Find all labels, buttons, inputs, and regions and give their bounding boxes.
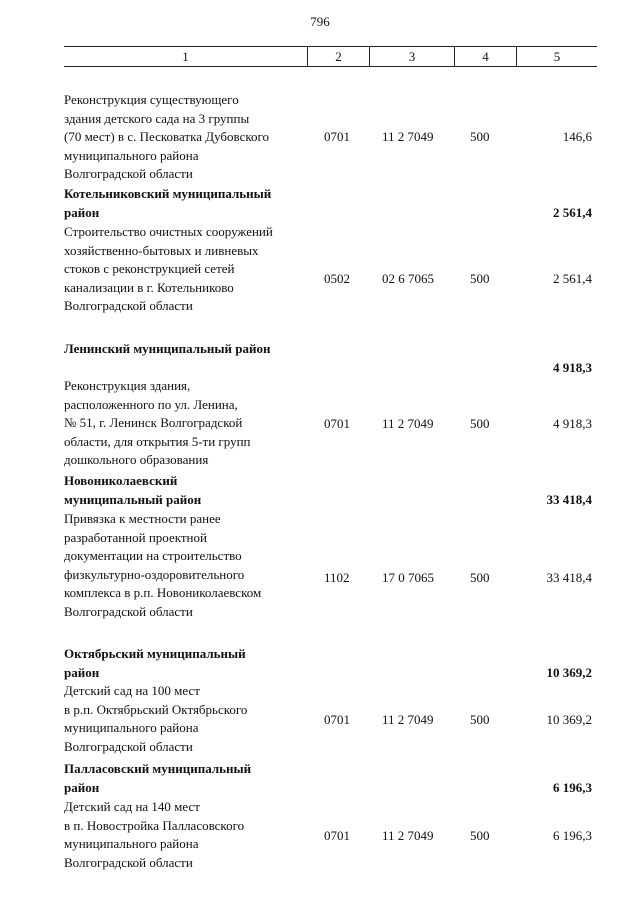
project-amount: 146,6 (562, 129, 592, 144)
project-description-line: Детский сад на 100 мест (64, 683, 200, 698)
project-description-line: в р.п. Октябрьский Октябрьского (64, 701, 248, 717)
project-description-line: в п. Новостройка Палласовского (64, 817, 245, 833)
project-description-line: стоков с реконструкцией сетей (64, 261, 235, 277)
project-amount: 33 418,4 (546, 570, 592, 585)
project-description-line: Реконструкция здания, (64, 378, 191, 393)
section-code: 0701 (324, 712, 350, 727)
project-description-line: области, для открытия 5-ти групп (64, 433, 251, 449)
project-amount: 10 369,2 (546, 712, 592, 727)
target-article-code: 11 2 7049 (382, 828, 434, 843)
project-description-line: комплекса в р.п. Новониколаевском (64, 585, 262, 601)
project-description-line: разработанной проектной (64, 529, 207, 545)
project-description-line: Волгоградской области (64, 166, 193, 182)
project-amount: 4 918,3 (553, 416, 592, 431)
district-name-line: Котельниковский муниципальный (64, 186, 272, 201)
project-description-line: № 51, г. Ленинск Волгоградской (64, 415, 243, 431)
header-col-5: 5 (516, 47, 597, 66)
district-name-line: район (64, 204, 100, 220)
expense-type-code: 500 (470, 416, 490, 431)
project-description-line: Строительство очистных сооружений (64, 224, 273, 239)
district-total-amount: 2 561,4 (553, 205, 592, 220)
header-col-2: 2 (307, 47, 369, 66)
expense-type-code: 500 (470, 828, 490, 843)
project-description-line: расположенного по ул. Ленина, (64, 396, 238, 412)
project-amount: 2 561,4 (553, 271, 592, 286)
page-number: 796 (310, 14, 330, 29)
expense-type-code: 500 (470, 129, 490, 144)
expense-type-code: 500 (470, 712, 490, 727)
project-description-line: документации на строительство (64, 548, 242, 564)
project-description-line: канализации в г. Котельниково (64, 279, 234, 295)
section-code: 0701 (324, 828, 350, 843)
target-article-code: 11 2 7049 (382, 712, 434, 727)
project-description-line: дошкольного образования (64, 452, 209, 468)
project-description-line: Волгоградской области (64, 738, 193, 754)
project-description-line: физкультурно-оздоровительного (64, 566, 245, 582)
project-description-line: Волгоградской области (64, 298, 193, 314)
target-article-code: 02 6 7065 (382, 271, 434, 286)
header-col-4: 4 (454, 47, 516, 66)
expense-type-code: 500 (470, 271, 490, 286)
district-total-amount: 6 196,3 (553, 780, 592, 795)
project-description-line: Привязка к местности ранее (64, 511, 221, 526)
target-article-code: 11 2 7049 (382, 129, 434, 144)
header-col-3: 3 (369, 47, 454, 66)
project-description-line: Волгоградской области (64, 604, 193, 619)
project-description-line: здания детского сада на 3 группы (64, 110, 250, 126)
district-name-line: Новониколаевский (64, 473, 178, 488)
target-article-code: 11 2 7049 (382, 416, 434, 431)
project-amount: 6 196,3 (553, 828, 592, 843)
district-name-line: район (64, 779, 100, 795)
section-code: 0502 (324, 271, 350, 286)
project-description-line: муниципального района (64, 147, 199, 163)
district-total-amount: 10 369,2 (546, 665, 592, 680)
district-name-line: муниципальный район (64, 491, 202, 507)
target-article-code: 17 0 7065 (382, 570, 434, 585)
district-name-line: Октябрьский муниципальный (64, 646, 246, 661)
district-total-amount: 4 918,3 (553, 360, 592, 375)
header-col-1: 1 (182, 49, 189, 64)
project-description-line: Реконструкция существующего (64, 92, 239, 107)
district-total-amount: 33 418,4 (546, 492, 592, 507)
project-description-line: муниципального района (64, 720, 199, 736)
district-name-line: Ленинский муниципальный район (64, 341, 271, 356)
project-description-line: Волгоградской области (64, 854, 193, 870)
district-name-line: Палласовский муниципальный (64, 761, 252, 776)
project-description-line: (70 мест) в с. Песковатка Дубовского (64, 129, 270, 145)
project-description-line: муниципального района (64, 836, 199, 852)
section-code: 0701 (324, 416, 350, 431)
district-name-line: район (64, 664, 100, 680)
project-description-line: хозяйственно-бытовых и ливневых (64, 242, 259, 258)
section-code: 0701 (324, 129, 350, 144)
project-description-line: Детский сад на 140 мест (64, 799, 200, 814)
section-code: 1102 (324, 570, 350, 585)
expense-type-code: 500 (470, 570, 490, 585)
